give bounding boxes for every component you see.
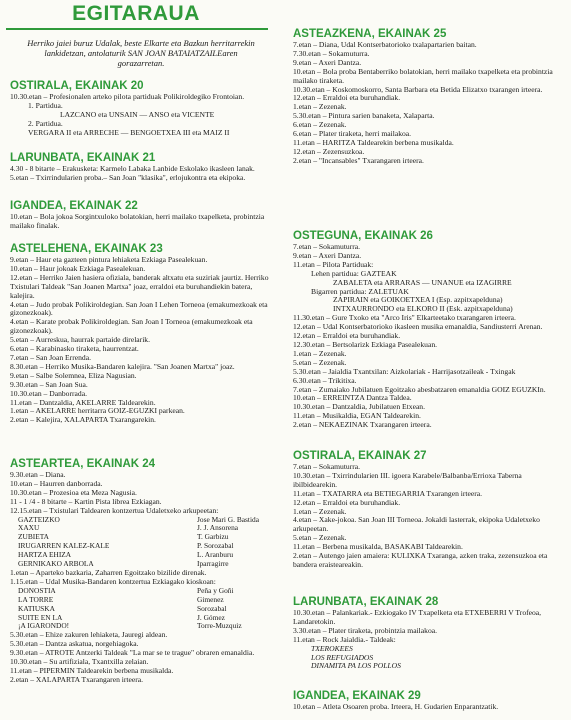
piece-title: ¡A IGARONDO! bbox=[18, 621, 70, 631]
day-heading: OSTEGUNA, EKAINAK 26 bbox=[293, 230, 433, 242]
event-entry: 10.30.etan – Dantzaldia, Jubilatuen Etxean. bbox=[293, 402, 426, 412]
event-entry: ZAPIRAIN eta GOIKOETXEA I (Esp. azpitxapeldunа) bbox=[333, 295, 503, 305]
band-name: DINAMITA PA LOS POLLOS bbox=[311, 661, 401, 671]
event-entry: 10.30.etan – Koskomoskorro, Santa Barbara eta Betida Elizatxo txarangen irteera. bbox=[293, 84, 543, 94]
piece-title: LA TORRE bbox=[18, 594, 54, 604]
event-entry: 10.etan – Bola jokoa Sorgintxuloko bolatokian, herri mailako txapelketa, probintzia mailako finalak. bbox=[10, 212, 265, 230]
event-entry: 1.etan – Aparteko bazkaria, Zaharren Egoitzako bizilide direnak. bbox=[10, 567, 207, 577]
piece-composer: Jose Mari G. Bastida bbox=[197, 514, 259, 524]
event-entry: 12.30.etan – Bertsolarizk Ezkiaga Pasealekuan. bbox=[293, 339, 438, 349]
event-entry: 12.etan – Erraldoi eta buruhandiak. bbox=[293, 93, 401, 103]
event-entry: 2.etan – "Incansables" Txarangaren irteera. bbox=[293, 155, 424, 165]
day-section bbox=[293, 230, 563, 430]
piece-composer: Iparragirre bbox=[197, 559, 229, 569]
event-entry: 5.30.etan – Ehize zakuren lehiaketa, Jauregi aldean. bbox=[10, 630, 168, 640]
day-section bbox=[293, 596, 563, 671]
event-entry: Bigarren partidua: ZALETUAK bbox=[311, 286, 409, 296]
event-entry: 12.etan – Udal Kontserbatorioko ikasleen musika emanaldia, Sandiusterri Arenan. bbox=[293, 322, 543, 332]
piece-title: GAZTEIZKO bbox=[18, 514, 60, 524]
event-entry: VERGARA II eta ARRECHE — BENGOETXEA III eta MAIZ II bbox=[28, 127, 230, 137]
day-section bbox=[293, 28, 563, 166]
event-entry: 10.30.etan – Profesionalen arteko pilota partiduak Polikiroldegiko Frontoian. bbox=[10, 92, 245, 101]
event-entry: 1.etan – Zezenak. bbox=[293, 102, 347, 112]
piece-title: HARTZA EHIZA bbox=[18, 550, 72, 560]
event-entry: 10.30.etan – Txirrindularien III. igoera Karabele/Balbanba/Errioxa Taberna ibilbidearekin. bbox=[293, 470, 522, 489]
day-heading: ASTEARTEA, EKAINAK 24 bbox=[10, 458, 156, 470]
day-section bbox=[10, 80, 275, 138]
piece-composer: Torre-Muzquiz bbox=[197, 621, 242, 631]
event-entry: 11.30.etan – Gure Txoko eta "Arco Iris" Elkarteetako txarangaren irteera. bbox=[293, 313, 516, 323]
piece-title: XAXU bbox=[18, 523, 40, 533]
event-entry: 10.30.etan – Prozesioa eta Meza Nagusia. bbox=[10, 487, 137, 497]
event-entry: 9.etan – Haur eta gazteen pintura lehiaketa Ezkiaga Pasealekuan. bbox=[10, 255, 208, 264]
event-entry: 7.etan – Sokamuturra. bbox=[293, 242, 361, 251]
event-entry: 10.etan – Haur jokoak Ezkiaga Pasealekuan. bbox=[10, 263, 146, 273]
event-entry: ZABALETA eta ARRARAS — UNANUE eta IZAGIRRE bbox=[333, 277, 512, 287]
event-entry: 6.etan – Zezenak. bbox=[293, 120, 347, 130]
event-entry: 2.etan – Autengo jaien amaiera: KULIXKA Txaranga, azken traka, zezensuzkoa eta bandera eraisteareakin. bbox=[293, 551, 548, 569]
piece-composer: Gimenez bbox=[197, 594, 224, 604]
event-entry: 7.30.etan – Sokamuturra. bbox=[293, 48, 370, 58]
piece-composer: L. Aranburu bbox=[197, 550, 234, 560]
day-heading: LARUNBATA, EKAINAK 21 bbox=[10, 152, 156, 164]
event-entry: 5.30.etan – Pintura sarien banaketa, Xalaparta. bbox=[293, 111, 435, 121]
event-entry: 6.etan – Plater tiraketa, herri mailakoa. bbox=[293, 129, 412, 139]
event-entry: 2. Partidua. bbox=[28, 118, 63, 128]
day-section bbox=[293, 450, 563, 570]
event-entry: Lehen partidua: GAZTEAK bbox=[311, 268, 397, 278]
event-entry: 6.etan – Karabinasko tiraketa, haurrentzat. bbox=[10, 344, 139, 354]
event-entry: 1.etan – Zezenak. bbox=[293, 348, 347, 358]
event-entry: 12.etan – Herriko Jaien hasiera ofiziala, banderak altxatu eta suziriak jaurtiz. Herriko Txistulari Taldeak "San Joanen Martxa" joaz, erraldoi eta buruhandiekin batera, kalejira. bbox=[10, 272, 269, 300]
event-entry: 6.30.etan – Trikitixa. bbox=[293, 375, 357, 385]
day-heading: OSTIRALA, EKAINAK 20 bbox=[10, 80, 144, 92]
piece-title: GERNIKAKO ARBOLA bbox=[18, 559, 94, 569]
piece-title: ZUBIETA bbox=[18, 532, 50, 542]
day-heading: LARUNBATA, EKAINAK 28 bbox=[293, 596, 439, 608]
event-entry: 7.etan – San Joan Errenda. bbox=[10, 352, 91, 362]
event-entry: 11.etan – TXATARRA eta BETIEGARRIA Txarangen irteera. bbox=[293, 488, 483, 498]
event-entry: 2.etan – NEKAEZINAK Txarangaren irteera. bbox=[293, 420, 432, 430]
day-heading: IGANDEA, EKAINAK 22 bbox=[10, 200, 138, 212]
piece-composer: T. Garbizu bbox=[197, 532, 229, 542]
event-entry: 4.etan – Karate probak Polikiroldegian. San Joan I Torneoa (emakumezkoak eta gizonezkoak). bbox=[10, 317, 253, 336]
event-entry: 4.etan – Judo probak Polikiroldegian. San Joan I Lehen Torneoa (emakumezkoak eta gizonezkoak). bbox=[10, 299, 268, 318]
piece-composer: P. Sorozabal bbox=[197, 541, 234, 551]
piece-title: KATIUSKA bbox=[18, 603, 55, 613]
event-entry: 9.etan – Axeri Dantza. bbox=[293, 57, 362, 67]
page-title: EGITARAUA bbox=[72, 2, 200, 25]
event-entry: 11.etan – HARITZA Taldearekin berbena musikalda. bbox=[293, 137, 454, 147]
event-entry: 9.etan – Salbe Solemnea, Eliza Nagusian. bbox=[10, 370, 137, 380]
program-row bbox=[10, 524, 275, 533]
event-entry: 1. Partidua. bbox=[28, 100, 63, 110]
event-entry: 2.etan – Kalejira, XALAPARTA Txarangarekin. bbox=[10, 415, 156, 425]
event-entry: 9.30.etan – Diana. bbox=[10, 470, 66, 479]
day-heading: ASTELEHENA, EKAINAK 23 bbox=[10, 243, 163, 255]
event-entry: 10.etan – Haurren danborrada. bbox=[10, 478, 103, 488]
event-entry: 5.etan – Zezenak. bbox=[293, 357, 347, 367]
event-entry: 4.etan – Xake-jokoa. San Joan III Torneoa. Jokaldi lasterrak, ekipoka Udaletxeko arkupeetan. bbox=[293, 515, 540, 534]
band-name: LOS REFUGIADOS bbox=[311, 652, 374, 662]
event-entry: 1.15.etan – Udal Musika-Bandaren kontzertua Ezkiagako kioskoan: bbox=[10, 576, 216, 586]
event-entry: 2.etan – XALAPARTA Txarangaren irteera. bbox=[10, 674, 144, 684]
piece-title: SUITE EN LA bbox=[18, 612, 63, 622]
event-entry: LAZCANO eta UNSAIN — ANSO eta VICENTE bbox=[60, 109, 215, 119]
day-section bbox=[293, 690, 563, 712]
event-entry: 5.30.etan – Dantza askatua, norgehiagoka. bbox=[10, 639, 139, 649]
event-entry: 11 - 1 /4 - 8 bitarte – Kartin Pista librea Ezkiagan. bbox=[10, 496, 162, 506]
day-heading: ASTEAZKENA, EKAINAK 25 bbox=[293, 28, 447, 40]
event-entry: 1.etan – Zezenak. bbox=[293, 506, 347, 516]
event-entry: 11.etan – Rock Jaialdia.- Taldeak: bbox=[293, 634, 396, 644]
day-section bbox=[10, 243, 275, 425]
event-entry: 10.etan – Bola proba Bentaberriko bolatokian, herri mailako txapelketa eta probintzia mailako tiraketa. bbox=[293, 66, 553, 85]
day-heading: OSTIRALA, EKAINAK 27 bbox=[293, 450, 427, 462]
piece-composer: Sorozabal bbox=[197, 603, 227, 613]
piece-composer: J. J. Ansorena bbox=[197, 523, 239, 533]
event-entry: 5.etan – Zezenak. bbox=[293, 533, 347, 543]
event-entry: 7.etan – Diana, Udal Kontserbatorioko txalapartarien baitan. bbox=[293, 40, 477, 49]
event-entry: 12.etan – Zezensuzkoa. bbox=[293, 146, 365, 156]
piece-composer: J. Gómez bbox=[197, 612, 225, 622]
event-entry: 9.30.etan – ATROTE Antzerki Taldeak "La mar se te trague" obraren emanaldia. bbox=[10, 648, 255, 658]
event-entry: 9.30.etan – San Joan Sua. bbox=[10, 379, 88, 389]
piece-title: IRUGARREN KALEZ-KALE bbox=[18, 541, 110, 551]
event-entry: 7.etan – Sokamuturra. bbox=[293, 462, 361, 471]
event-entry: 11.etan – Berbena musikalda, BASAKABI Taldearekin. bbox=[293, 542, 463, 552]
event-entry: 11.etan – Dantzaldia, AKELARRE Taldearekin. bbox=[10, 397, 156, 407]
event-entry: 11.etan – PIPERMIN Taldearekin berbena musikalda. bbox=[10, 665, 174, 675]
event-entry: 7.etan – Zumaiako Jubilatuen Egoitzako abesbatzaren emanaldia GOIZ EGUZKIn. bbox=[293, 384, 546, 394]
piece-title: DONOSTIA bbox=[18, 585, 56, 595]
event-entry: 3.30.etan – Plater tiraketa, probintzia mailakoa. bbox=[293, 625, 438, 635]
event-entry: 12.etan – Erraldoi eta buruhandiak. bbox=[293, 497, 401, 507]
day-section bbox=[10, 458, 275, 685]
event-entry: 12.15.etan – Txistulari Taldearen kontzertua Udaletxeko arkupeetan: bbox=[10, 505, 219, 515]
event-entry: 10.etan – Atleta Osoaren proba. Irteera, H. Gudarien Enparantzatik. bbox=[293, 702, 499, 711]
event-entry: 4.30 - 8 bitarte – Erakusketa: Karmelo Labaka Lanbide Eskolako ikasleen lanak. bbox=[10, 164, 255, 173]
intro-text: Herriko jaiei buruz Udalak, beste Elkarte eta Bazkun herritarrekin lankidetzan, antolaturik SAN JOAN BATAIATZAILEaren gorazarretan. bbox=[27, 38, 255, 68]
day-section bbox=[10, 152, 275, 183]
event-entry: 1.etan – AKELARRE herritarra GOIZ-EGUZKI parkean. bbox=[10, 406, 185, 416]
event-entry: 5.30.etan – Jaialdia Txantxilan: Aizkolariak - Harrijasotzaileak - Txingak bbox=[293, 366, 516, 376]
event-entry: 10.30.etan – Danborrada. bbox=[10, 388, 87, 398]
day-section bbox=[10, 200, 275, 231]
event-entry: 5.etan – Aurreskua, haurrak partaide direlarik. bbox=[10, 335, 151, 345]
event-entry: 10.etan – ERREINTZA Dantza Taldea. bbox=[293, 393, 412, 403]
event-entry: 9.etan – Axeri Dantza. bbox=[293, 250, 362, 260]
event-entry: 5.etan – Txirrindularien proba.– San Joan "klasika", erlojukontra eta ekipoka. bbox=[10, 172, 246, 182]
event-entry: 11.etan – Musikaldia, EGAN Taldearekin. bbox=[293, 411, 421, 421]
event-entry: 12.etan – Erraldoi eta buruhandiak. bbox=[293, 331, 401, 341]
band-name: TXEROKEES bbox=[311, 643, 353, 653]
event-entry: 10.30.etan – Palankariak.- Ezkiogako IV Txapelketa eta ETXEBERRI V Trofeoa, Landaretokin. bbox=[293, 608, 542, 626]
event-entry: 10.30.etan – Su artifiziala, Txantxilla zelaian. bbox=[10, 657, 149, 667]
day-heading: IGANDEA, EKAINAK 29 bbox=[293, 690, 421, 702]
event-entry: INTXAURRONDO eta ELKORO II (Esk. azpitxapeldunа) bbox=[333, 304, 513, 314]
event-entry: 11.etan – Pilota Partiduak: bbox=[293, 259, 374, 269]
event-entry: 8.30.etan – Herriko Musika-Bandaren kalejira. "San Joanen Martxa" joaz. bbox=[10, 361, 235, 371]
piece-composer: Peña y Goñi bbox=[197, 585, 234, 595]
title-divider bbox=[6, 28, 268, 30]
